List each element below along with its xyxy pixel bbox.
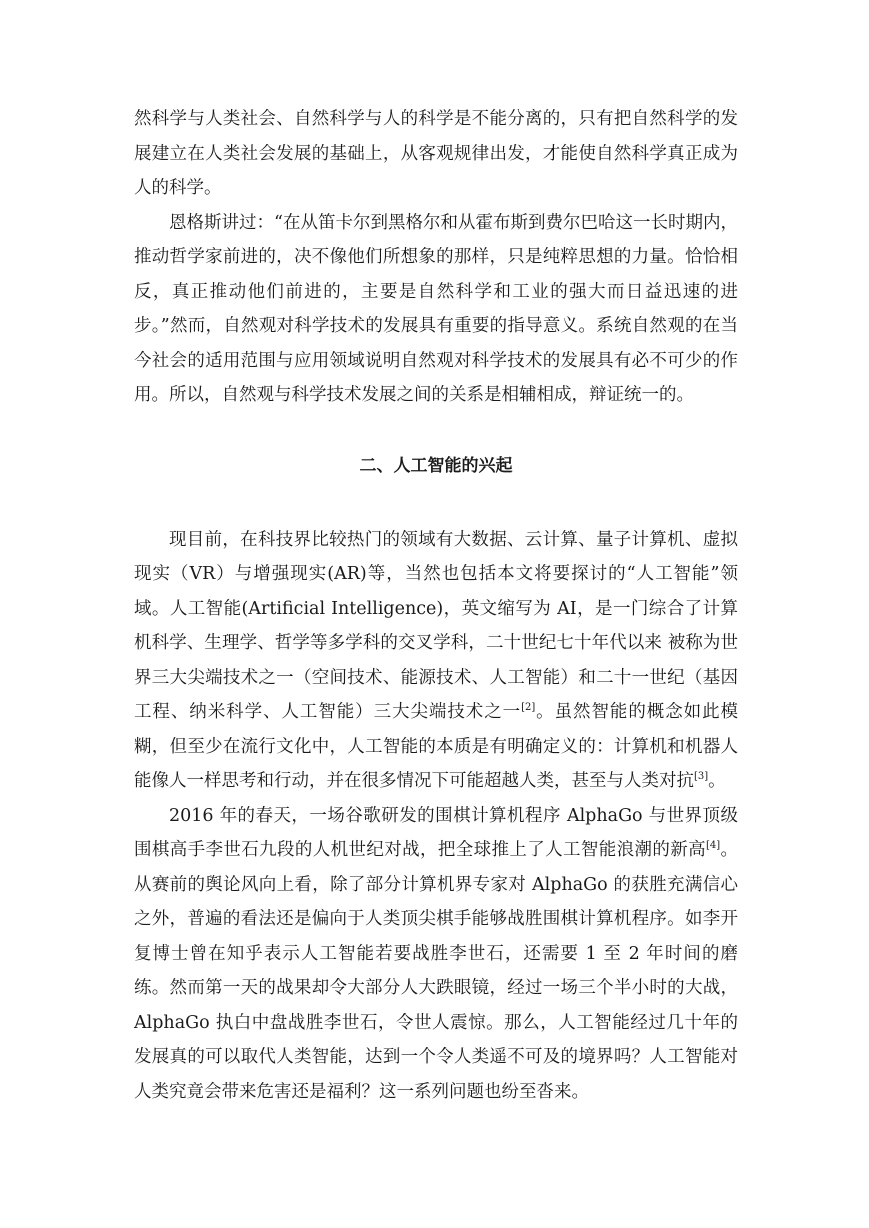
paragraph-3-text-a: 现目前，在科技界比较热门的领域有大数据、云计算、量子计算机、虚拟现实（VR）与增强现实(AR)等，当然也包括本文将要探讨的“人工智能”领域。人工智能(Artificial Intelligence)，英文缩写为 AI，是一门综合了计算机科学、生理学、哲学等多学科的交叉学科，二十世纪七十年代以来 被称为世界三大尖端技术之一（空间技术、能源技术、人工智能）和二十一世纪（基因工程、纳米科学、人工智能）三大尖端技术之一 [134, 529, 738, 722]
document-page [134, 102, 738, 1109]
section-heading: 二、人工智能的兴起 [359, 455, 513, 476]
paragraph-1: 然科学与人类社会、自然科学与人的科学是不能分离的，只有把自然科学的发展建立在人类社会发展的基础上，从客观规律出发，才能使自然科学真正成为人的科学。 [134, 109, 738, 198]
paragraph-3-text-c: 。 [708, 771, 726, 791]
paragraph-2: 恩格斯讲过：“在从笛卡尔到黑格尔和从霍布斯到费尔巴哈这一长时期内，推动哲学家前进的，决不像他们所想象的那样，只是纯粹思想的力量。恰恰相反，真正推动他们前进的，主要是自然科学和工业的强大而日益迅速的进步。”然而，自然观对科学技术的发展具有重要的指导意义。系统自然观的在当今社会的适用范围与应用领域说明自然观对科学技术的发展具有必不可少的作用。所以，自然观与科学技术发展之间的关系是相辅相成，辩证统一的。 [134, 212, 738, 405]
paragraph-4-text-b: 。从赛前的舆论风向上看，除了部分计算机界专家对 AlphaGo 的获胜充满信心之外，普遍的看法还是偏向于人类顶尖棋手能够战胜围棋计算机程序。如李开复博士曾在知乎表示人工智能若要战胜李世石，还需要 1 至 2 年时间的磨练。然而第一天的战果却令大部分人大跌眼镜，经过一场三个半小时的大战，AlphaGo 执白中盘战胜李世石，令世人震惊。那么，人工智能经过几十年的发展真的可以取代人类智能，达到一个令人类遥不可及的境界吗？人工智能对人类究竟会带来危害还是福利？这一系列问题也纷至沓来。 [134, 840, 738, 1102]
paragraph-3-text-b: 。虽然智能的概念如此模糊，但至少在流行文化中，人工智能的本质是有明确定义的：计算机和机器人能像人一样思考和行动，并在很多情况下可能超越人类，甚至与人类对抗 [134, 702, 739, 791]
citation-3: [3] [694, 771, 709, 783]
citation-4: [4] [705, 840, 721, 852]
paragraph-3 [134, 523, 738, 799]
paragraph-4-text-a: 2016 年的春天，一场谷歌研发的围棋计算机程序 AlphaGo 与世界顶级围棋高手李世石九段的人机世纪对战，把全球推上了人工智能浪潮的新高 [134, 805, 738, 860]
citation-2: [2] [521, 702, 536, 714]
paragraph-4 [134, 799, 738, 1110]
